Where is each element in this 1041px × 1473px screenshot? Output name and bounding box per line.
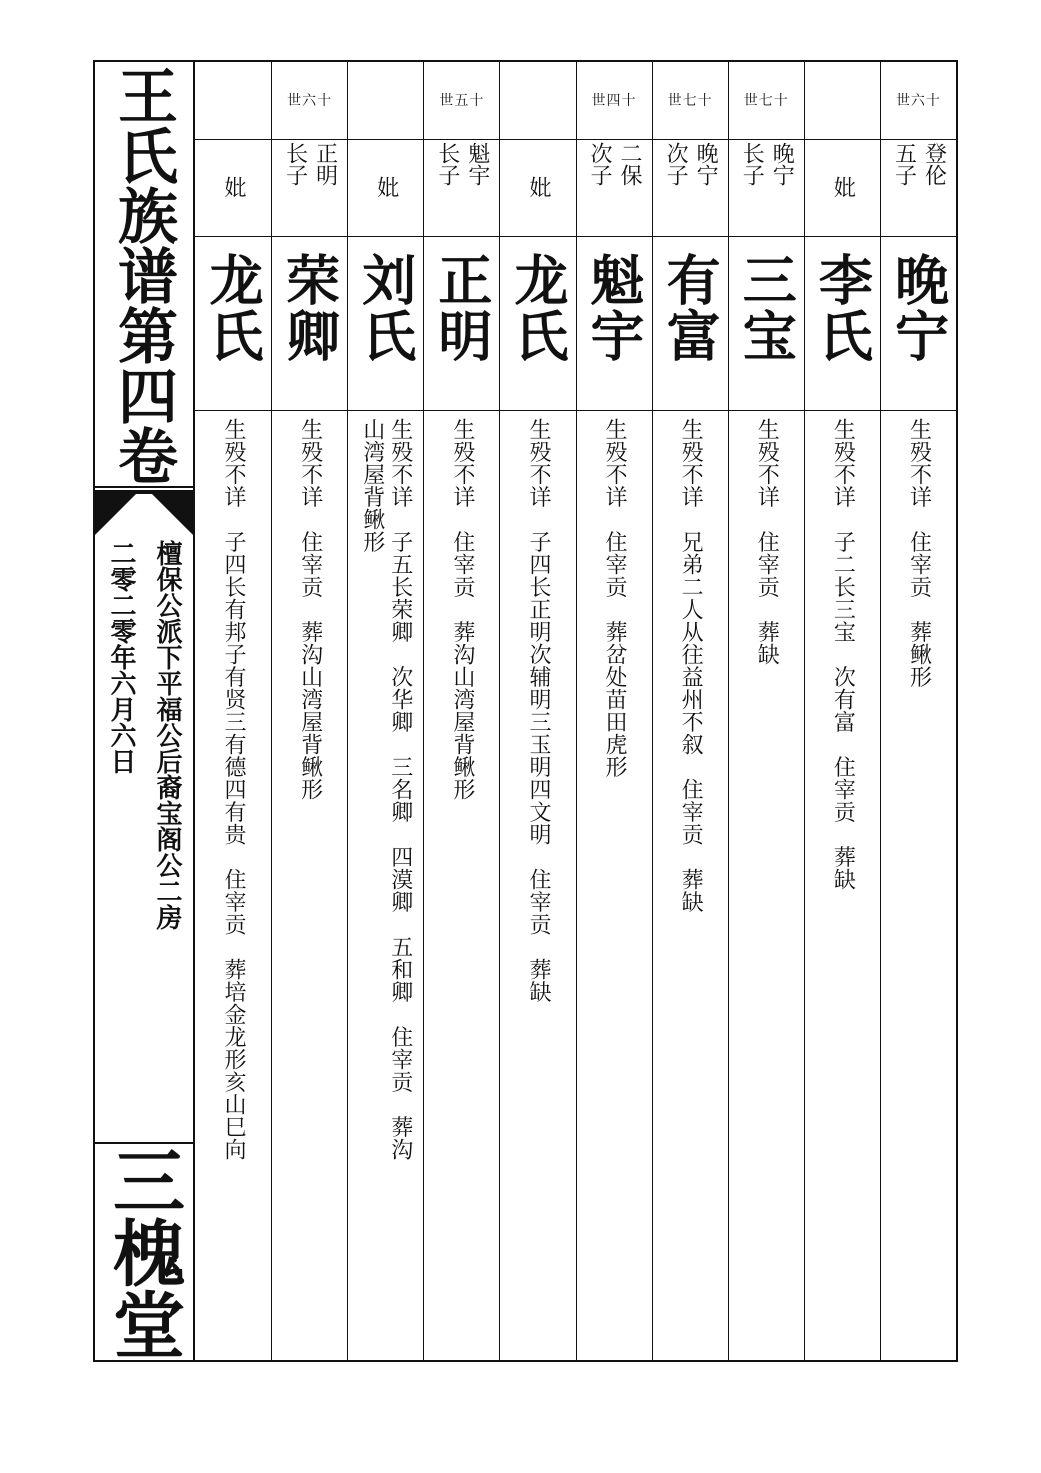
person-description-cell [805, 418, 880, 1358]
spine [95, 62, 195, 1360]
person-name: 荣卿 [277, 252, 342, 364]
person-name-cell [424, 252, 499, 412]
person-name-cell [805, 252, 880, 412]
hall-name: 三槐堂 [101, 1144, 186, 1360]
generation-label: 世七十 [743, 93, 789, 109]
person-description: 生殁不详 子五长荣卿 次华卿 三名卿 四漠卿 五和卿 住宰贡 葬沟 山湾屋背鳅形 [359, 418, 413, 1161]
relation-label-cell [348, 142, 423, 232]
entries-grid [195, 62, 956, 1360]
relation-label-cell [195, 142, 271, 232]
person-name-cell [577, 252, 652, 412]
generation-label: 世六十 [287, 93, 333, 109]
generation-label: 世七十 [667, 93, 713, 109]
entry-column [423, 62, 499, 1360]
person-name: 龙氏 [505, 252, 570, 364]
person-description-cell [729, 418, 804, 1358]
relation-label: 晚宁 长子 [739, 142, 795, 186]
branch-line: 檀保公派下平福公后裔宝阁公二房 [152, 540, 182, 930]
person-name: 正明 [429, 252, 494, 364]
entry-column [728, 62, 804, 1360]
relation-label: 二保 次子 [587, 142, 643, 186]
relation-label-cell [881, 142, 956, 232]
entry-column [271, 62, 347, 1360]
person-description-cell [272, 418, 347, 1358]
person-description-cell [577, 418, 652, 1358]
person-name-cell [729, 252, 804, 412]
book-title: 王氏族谱第四卷 [108, 64, 178, 485]
relation-label-cell [729, 142, 804, 232]
person-description: 生殁不详 住宰贡 葬沟山湾屋背鳅形 [449, 418, 475, 801]
genealogy-page [93, 60, 958, 1362]
entry-column [804, 62, 880, 1360]
person-description: 生殁不详 住宰贡 葬岔处苗田虎形 [602, 418, 628, 778]
relation-label: 妣 [373, 176, 399, 198]
person-name: 龙氏 [201, 252, 266, 364]
relation-label-cell [577, 142, 652, 232]
relation-label: 登伦 五子 [891, 142, 947, 186]
relation-label-cell [805, 142, 880, 232]
person-description-cell [348, 418, 423, 1358]
generation-label: 世四十 [591, 93, 637, 109]
person-name: 魁宇 [582, 252, 647, 364]
person-description-cell [424, 418, 499, 1358]
relation-label-cell [424, 142, 499, 232]
entry-column [347, 62, 423, 1360]
generation-label: 世六十 [895, 93, 941, 109]
person-name-cell [653, 252, 728, 412]
person-description-cell [653, 418, 728, 1358]
entry-column [652, 62, 728, 1360]
person-description: 生殁不详 子二长三宝 次有富 住宰贡 葬缺 [830, 418, 856, 891]
person-description: 生殁不详 住宰贡 葬缺 [754, 418, 780, 666]
person-description-cell [500, 418, 575, 1358]
relation-label: 晚宁 次子 [663, 142, 719, 186]
person-name-cell [500, 252, 575, 412]
entry-column [880, 62, 956, 1360]
entry-column [499, 62, 575, 1360]
person-name-cell [881, 252, 956, 412]
relation-label-cell [272, 142, 347, 232]
person-description: 生殁不详 住宰贡 葬沟山湾屋背鳅形 [297, 418, 323, 801]
person-name: 刘氏 [353, 252, 418, 364]
generation-label: 世五十 [439, 93, 485, 109]
divider [95, 486, 193, 488]
person-name: 晚宁 [886, 252, 951, 364]
person-name: 三宝 [734, 252, 799, 364]
person-description: 生殁不详 子四长有邦子有贤三有德四有贵 住宰贡 葬培金龙形亥山巳向 [221, 418, 247, 1161]
relation-label-cell [500, 142, 575, 232]
person-name-cell [348, 252, 423, 412]
person-description: 生殁不详 兄弟二人从往益州不叙 住宰贡 葬缺 [678, 418, 704, 913]
relation-label-cell [653, 142, 728, 232]
relation-label: 妣 [830, 176, 856, 198]
relation-label: 正明 长子 [282, 142, 338, 186]
entry-column [576, 62, 652, 1360]
person-description: 生殁不详 住宰贡 葬鳅形 [906, 418, 932, 688]
black-chevron-ornament [95, 490, 193, 538]
person-description-cell [881, 418, 956, 1358]
person-description: 生殁不详 子四长正明次辅明三玉明四文明 住宰贡 葬缺 [525, 418, 551, 1003]
entry-column [195, 62, 271, 1360]
person-name-cell [272, 252, 347, 412]
relation-label: 妣 [221, 176, 247, 198]
person-name: 李氏 [810, 252, 875, 364]
person-description-cell [195, 418, 271, 1358]
person-name: 有富 [658, 252, 723, 364]
person-name-cell [195, 252, 271, 412]
date-line: 二零二零年六月六日 [106, 540, 136, 774]
relation-label: 魁宇 长子 [434, 142, 490, 186]
relation-label: 妣 [525, 176, 551, 198]
